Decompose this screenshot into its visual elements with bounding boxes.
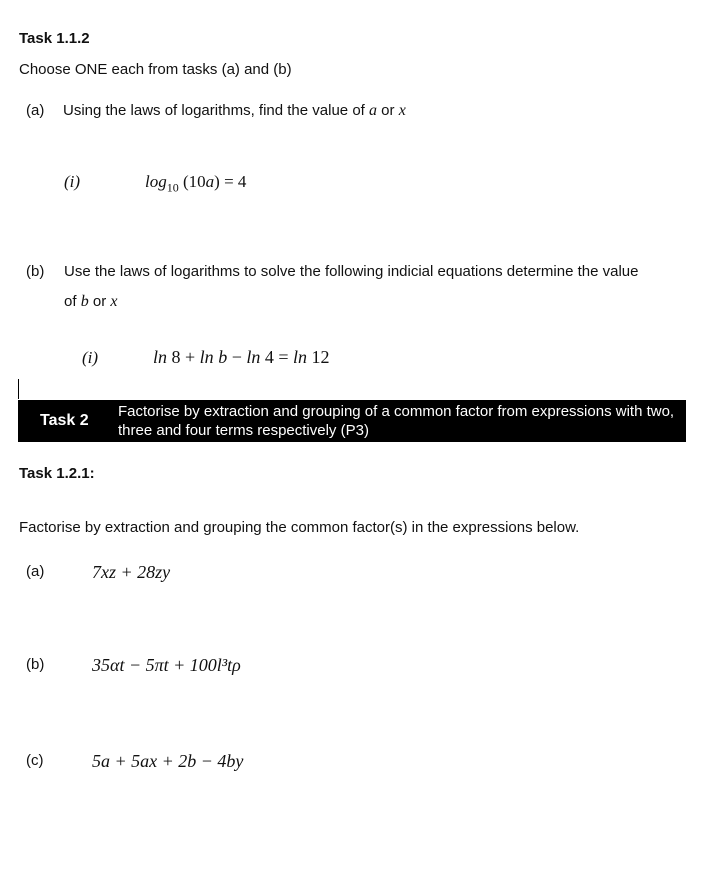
part-a-sub-label-text: (i)	[64, 172, 81, 191]
item-c-expression-text: 5a + 5ax + 2b − 4by	[92, 751, 244, 771]
item-c-label: (c)	[26, 752, 44, 769]
eq-arg-var: a	[205, 172, 215, 191]
eq-n3: 4 =	[260, 347, 294, 367]
part-b-label: (b)	[26, 263, 45, 280]
item-a-expression-text: 7xz + 28zy	[92, 562, 171, 582]
eq-log: log	[145, 172, 167, 191]
task-112-instruction: Choose ONE each from tasks (a) and (b)	[19, 61, 292, 78]
text-cursor-line	[18, 379, 19, 399]
part-b-equation	[153, 347, 330, 368]
part-b-var-b: b	[80, 293, 89, 310]
part-a-text-main: Using the laws of logarithms, find the value of	[63, 102, 369, 119]
eq-ln-3: ln	[246, 347, 261, 367]
part-a-sub-label	[64, 172, 80, 192]
eq-log-base: 10	[166, 180, 179, 195]
part-b-sub-label	[82, 348, 98, 368]
part-a-or: or	[377, 102, 399, 119]
item-c-expression	[92, 751, 243, 772]
part-a-var-x: x	[398, 102, 406, 119]
task-121-instruction: Factorise by extraction and grouping the common factor(s) in the expressions below.	[19, 519, 580, 536]
item-b-expression	[92, 655, 241, 676]
eq-ln-2: ln	[199, 347, 214, 367]
task-2-description: Factorise by extraction and grouping of a common factor from expressions with two, three and four terms respectively (P3)	[118, 403, 675, 439]
part-a-var-a: a	[369, 102, 377, 119]
eq-var-b: b	[213, 347, 228, 367]
part-b-var-x: x	[110, 293, 118, 310]
part-b-sub-label-text: (i)	[82, 348, 99, 367]
task-2-banner	[18, 400, 686, 442]
task-112-heading: Task 1.1.2	[19, 30, 90, 47]
item-b-expression-text: 35αt − 5πt + 100l³tρ	[92, 655, 241, 675]
part-b-line2-prefix: of	[64, 293, 81, 310]
task-2-label: Task 2	[40, 412, 89, 429]
eq-n1: 8 +	[167, 347, 200, 367]
item-a-label: (a)	[26, 563, 45, 580]
eq-minus: −	[227, 347, 247, 367]
eq-ln-4: ln	[293, 347, 308, 367]
eq-arg-open: (10	[178, 172, 206, 191]
part-b-line1: Use the laws of logarithms to solve the following indicial equations determine the value	[64, 263, 639, 280]
task-121-heading: Task 1.2.1:	[19, 465, 95, 482]
part-b-line2	[64, 293, 117, 311]
eq-n4: 12	[307, 347, 330, 367]
part-a-equation	[145, 172, 246, 195]
part-a-label: (a)	[26, 102, 45, 119]
eq-ln-1: ln	[153, 347, 168, 367]
item-b-label: (b)	[26, 656, 45, 673]
eq-rest: ) = 4	[214, 172, 247, 191]
item-a-expression	[92, 562, 170, 583]
part-b-or: or	[88, 293, 111, 310]
part-a-text	[63, 102, 406, 120]
